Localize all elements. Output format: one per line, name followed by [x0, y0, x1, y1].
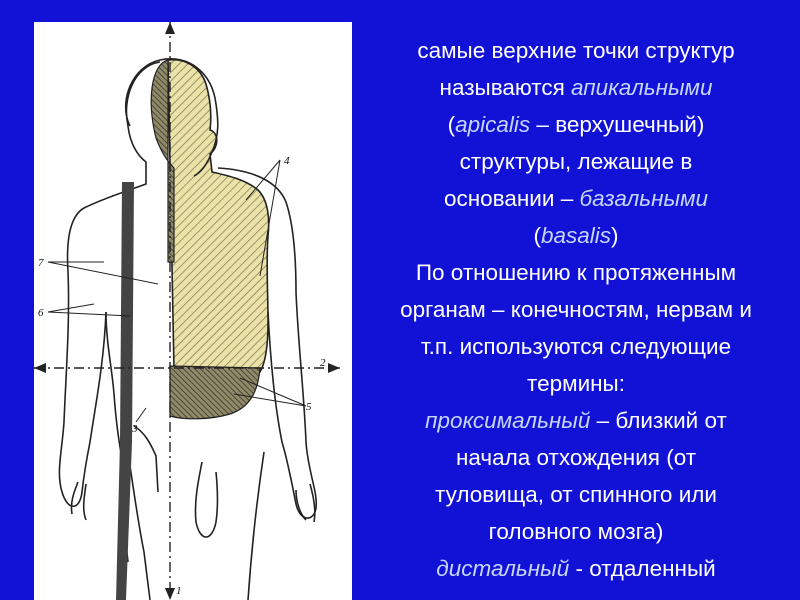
figure-label-2: 2 — [320, 357, 326, 369]
figure-label-7: 7 — [38, 257, 44, 269]
text-fragment: ( — [447, 112, 456, 137]
vertical-strip — [116, 182, 134, 600]
text-line — [352, 550, 800, 587]
text-line: т.п. используются следующие — [420, 334, 732, 359]
text-line: туловища, от спинного или — [435, 482, 717, 507]
arrow-right-icon — [328, 363, 340, 373]
text-line: термины: — [527, 371, 625, 396]
term-basal: базальными — [579, 186, 709, 211]
text-fragment: - отдаленный — [569, 556, 716, 581]
shaded-right-half — [168, 60, 269, 372]
figure-label-5: 5 — [306, 401, 312, 413]
text-line — [352, 69, 800, 106]
anatomy-figure-illustration — [34, 22, 352, 600]
text-line — [352, 217, 800, 254]
text-line: По отношению к протяженным — [415, 260, 737, 285]
description-text — [352, 32, 800, 600]
arrow-left-icon — [34, 363, 46, 373]
term-basalis: basalis — [540, 223, 612, 248]
figure-label-4: 4 — [284, 155, 290, 167]
term-apicalis: apicalis — [455, 112, 531, 137]
figure-label-3: 3 — [132, 423, 138, 435]
text-line: органам – конечностям, нервам и — [400, 297, 752, 322]
text-fragment: называются — [439, 75, 572, 100]
text-line — [352, 106, 800, 143]
figure-label-6: 6 — [38, 307, 44, 319]
text-line: структуры, лежащие в — [459, 149, 693, 174]
arrow-up-icon — [165, 22, 175, 34]
text-line: начала отхождения (от — [455, 445, 697, 470]
text-line: самые верхние точки структур — [417, 38, 735, 63]
text-fragment: – верхушечный) — [530, 112, 705, 137]
text-fragment: ) — [611, 223, 619, 248]
term-proximal: проксимальный — [425, 408, 591, 433]
anatomy-figure-panel — [34, 22, 352, 600]
text-line — [352, 180, 800, 217]
text-line: головного мозга) — [488, 519, 664, 544]
term-apical: апикальными — [571, 75, 713, 100]
text-fragment: ( — [533, 223, 541, 248]
text-fragment: – близкий от — [590, 408, 727, 433]
term-distal: дистальный — [436, 556, 570, 581]
figure-label-1: 1 — [176, 585, 182, 597]
shaded-lower-torso — [170, 366, 260, 419]
text-fragment: основании – — [443, 186, 580, 211]
arrow-down-icon — [165, 588, 175, 600]
text-line — [352, 402, 800, 439]
